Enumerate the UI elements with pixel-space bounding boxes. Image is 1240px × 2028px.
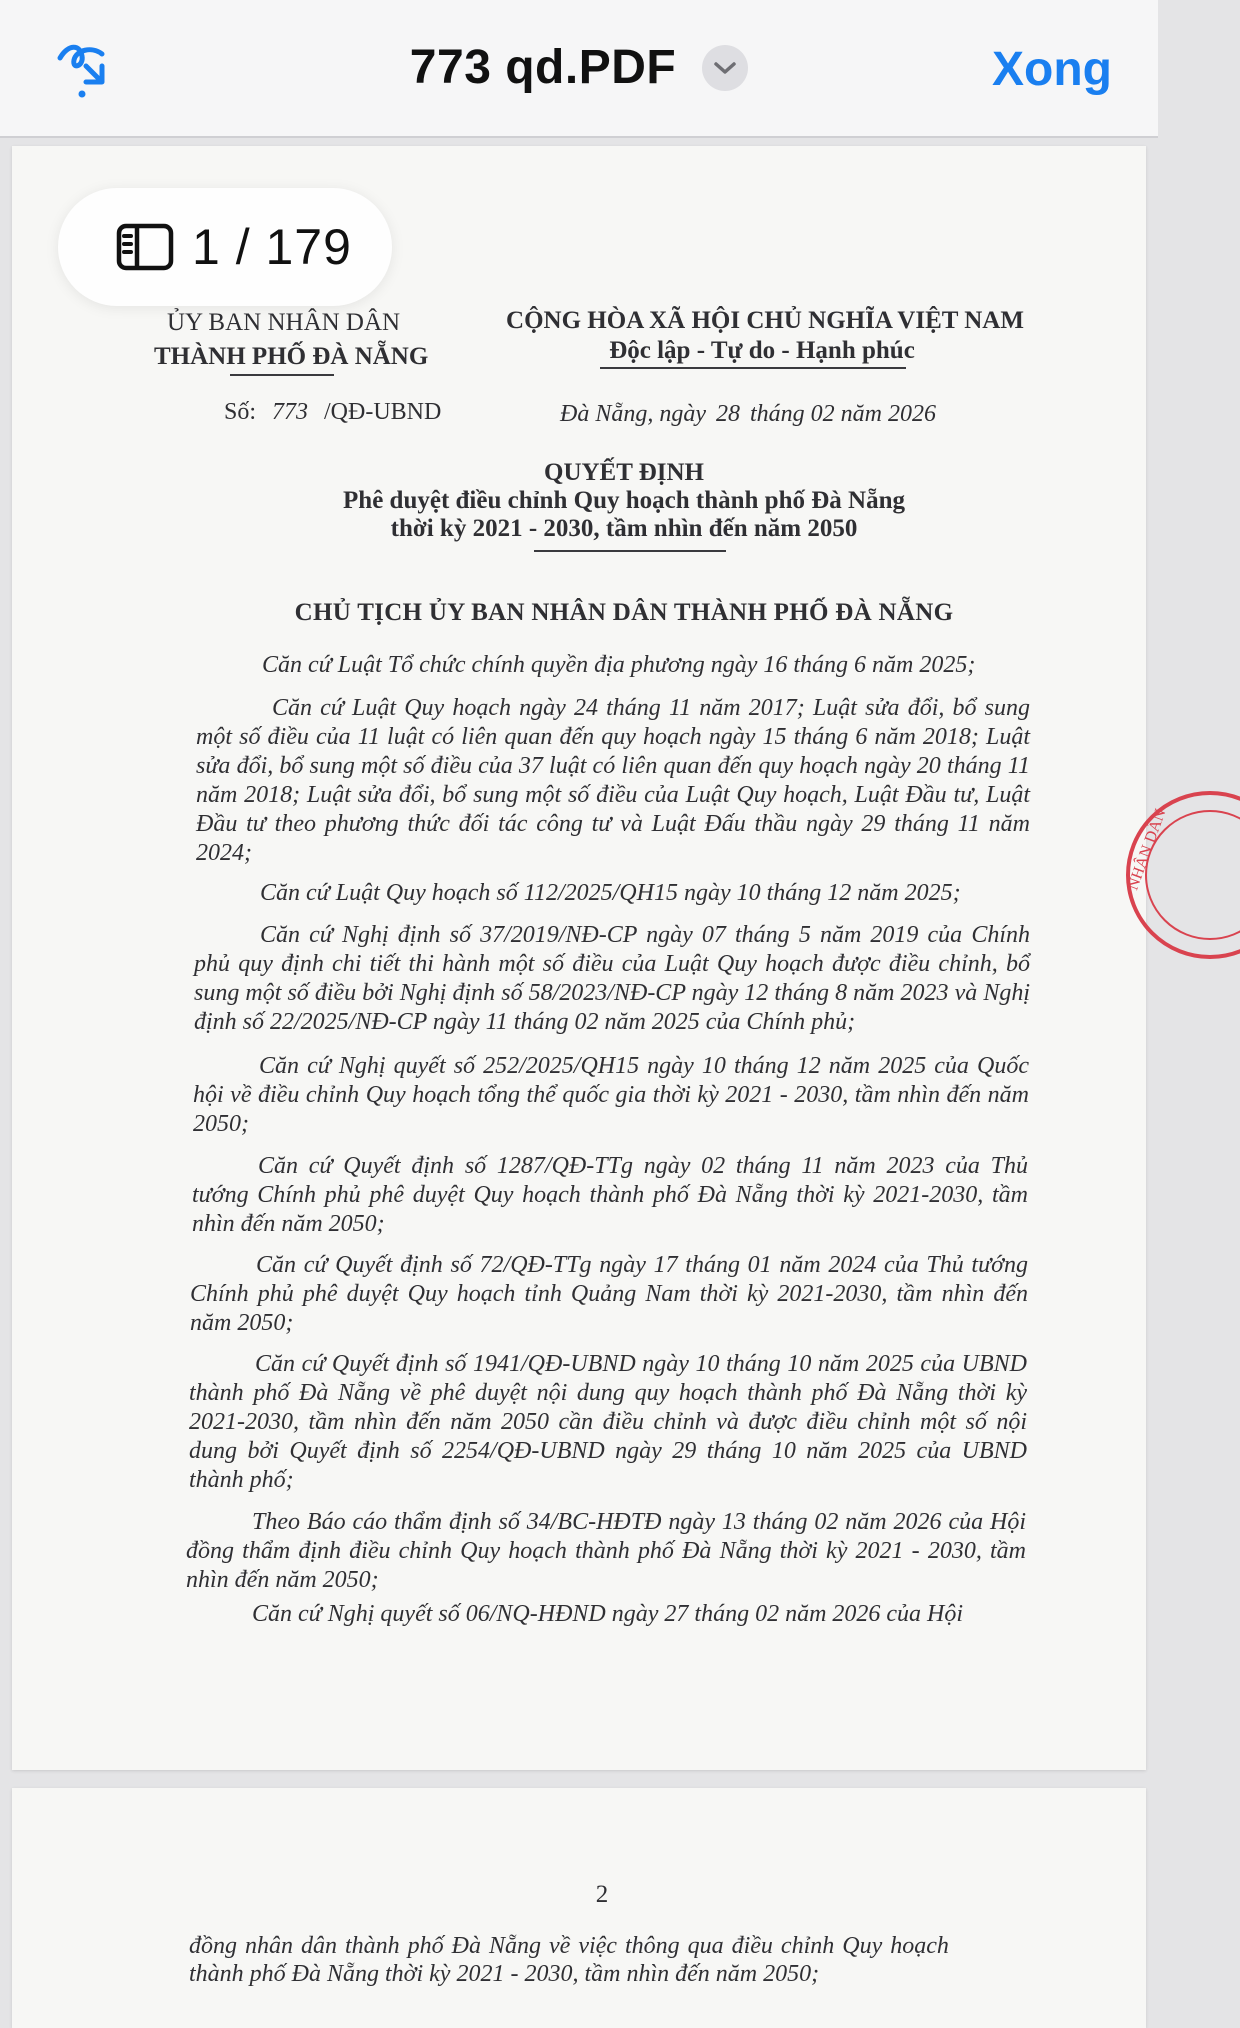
pdf-page-2[interactable] [12,1788,1146,2028]
decision-underline [534,550,726,552]
issuer-line-2: THÀNH PHỐ ĐÀ NẴNG [154,343,429,370]
page-number: 2 [595,1881,609,1908]
motto-underline [600,367,906,369]
navigation-bar [0,0,1158,138]
legal-basis-3: Căn cứ Luật Quy hoạch số 112/2025/QH15 ngày 10 tháng 12 năm 2025; [260,880,961,906]
red-seal-stamp [1100,780,1240,970]
chevron-down-icon [713,60,737,76]
issuer-underline [230,374,334,376]
document-number: Số: 773 /QĐ-UBND [224,399,442,425]
page-count: 1 / 179 [192,219,352,275]
national-title: CỘNG HÒA XÃ HỘI CHỦ NGHĨA VIỆT NAM [506,307,1024,334]
markup-pen-icon [52,36,116,100]
current-page: 1 [192,219,221,275]
national-motto: Độc lập - Tự do - Hạnh phúc [609,337,915,364]
stamp-text: NHÂN DÂN [1124,806,1170,893]
decision-heading: QUYẾT ĐỊNH [544,459,704,486]
document-date-day: 28 [716,401,740,427]
authority-heading: CHỦ TỊCH ỦY BAN NHÂN DÂN THÀNH PHỐ ĐÀ NẴNG [294,599,954,626]
sidebar-icon [116,223,174,271]
issuer-line-1: ỦY BAN NHÂN DÂN [167,309,401,336]
title-menu-button[interactable] [702,45,748,91]
legal-basis-4: Căn cứ Nghị định số 37/2019/NĐ-CP ngày 07 tháng 5 năm 2019 của Chính phủ quy định chi tiết thi hành một số điều của Luật Quy hoạch được điều chỉnh, bổ sung một số điều bởi Nghị định số 58/2023/NĐ-CP ngày 12 tháng 8 năm 2023 và Nghị định số 22/2025/NĐ-CP ngày 11 tháng 02 năm 2025 của Chính phủ; [194,922,1030,1035]
total-pages: 179 [265,219,352,275]
decision-subtitle-line-1: Phê duyệt điều chỉnh Quy hoạch thành phố Đà Nẵng [343,487,905,514]
page2-line-2: thành phố Đà Nẵng thời kỳ 2021 - 2030, tầm nhìn đến năm 2050; [189,1961,820,1987]
legal-basis-8: Căn cứ Quyết định số 1941/QĐ-UBND ngày 10 tháng 10 năm 2025 của UBND thành phố Đà Nẵng về phê duyệt nội dung quy hoạch thành phố Đà Nẵng thời kỳ 2021-2030, tầm nhìn đến năm 2050 cần điều chỉnh và được điều chỉnh một số nội dung bởi Quyết định số 2254/QĐ-UBND ngày 29 tháng 10 năm 2025 của UBND thành phố; [189,1351,1027,1493]
decision-subtitle-line-2: thời kỳ 2021 - 2030, tầm nhìn đến năm 2050 [390,515,858,542]
legal-basis-1: Căn cứ Luật Tổ chức chính quyền địa phương ngày 16 tháng 6 năm 2025; [262,652,976,678]
document-title[interactable]: 773 qd.PDF [409,41,677,94]
legal-basis-2: Căn cứ Luật Quy hoạch ngày 24 tháng 11 năm 2017; Luật sửa đổi, bổ sung một số điều của 11 luật có liên quan đến quy hoạch ngày 15 tháng 6 năm 2018; Luật sửa đổi, bổ sung một số điều của 37 luật có liên quan đến quy hoạch ngày 20 tháng 11 năm 2018; Luật sửa đổi, bổ sung một số điều của Luật Quy hoạch, Luật Đầu tư, Luật Đầu tư theo phương thức đối tác công tư và Luật Đấu thầu ngày 29 tháng 11 năm 2024; [196,695,1030,866]
document-date: Đà Nẵng, ngày 28 tháng 02 năm 2026 [560,401,936,427]
legal-basis-10: Căn cứ Nghị quyết số 06/NQ-HĐND ngày 27 tháng 02 năm 2026 của Hội [252,1601,964,1627]
legal-basis-9: Theo Báo cáo thẩm định số 34/BC-HĐTĐ ngày 13 tháng 02 năm 2026 của Hội đồng thẩm định điều chỉnh Quy hoạch thành phố Đà Nẵng thời kỳ 2021 - 2030, tầm nhìn đến năm 2050; [186,1509,1026,1593]
document-number-value: 773 [272,399,309,425]
page2-line-1: đồng nhân dân thành phố Đà Nẵng về việc thông qua điều chỉnh Quy hoạch [189,1933,949,1959]
pdf-page-1[interactable] [12,146,1146,1770]
legal-basis-6: Căn cứ Quyết định số 1287/QĐ-TTg ngày 02 tháng 11 năm 2023 của Thủ tướng Chính phủ phê duyệt Quy hoạch thành phố Đà Nẵng thời kỳ 2021-2030, tầm nhìn đến năm 2050; [192,1153,1028,1237]
done-button[interactable]: Xong [992,43,1112,96]
legal-basis-5: Căn cứ Nghị quyết số 252/2025/QH15 ngày 10 tháng 12 năm 2025 của Quốc hội về điều chỉnh Quy hoạch tổng thể quốc gia thời kỳ 2021 - 2030, tầm nhìn đến năm 2050; [193,1053,1029,1137]
markup-button[interactable] [48,32,120,104]
page-indicator[interactable] [58,188,392,306]
legal-basis-7: Căn cứ Quyết định số 72/QĐ-TTg ngày 17 tháng 01 năm 2024 của Thủ tướng Chính phủ phê duyệt Quy hoạch tỉnh Quảng Nam thời kỳ 2021-2030, tầm nhìn đến năm 2050; [190,1252,1028,1336]
